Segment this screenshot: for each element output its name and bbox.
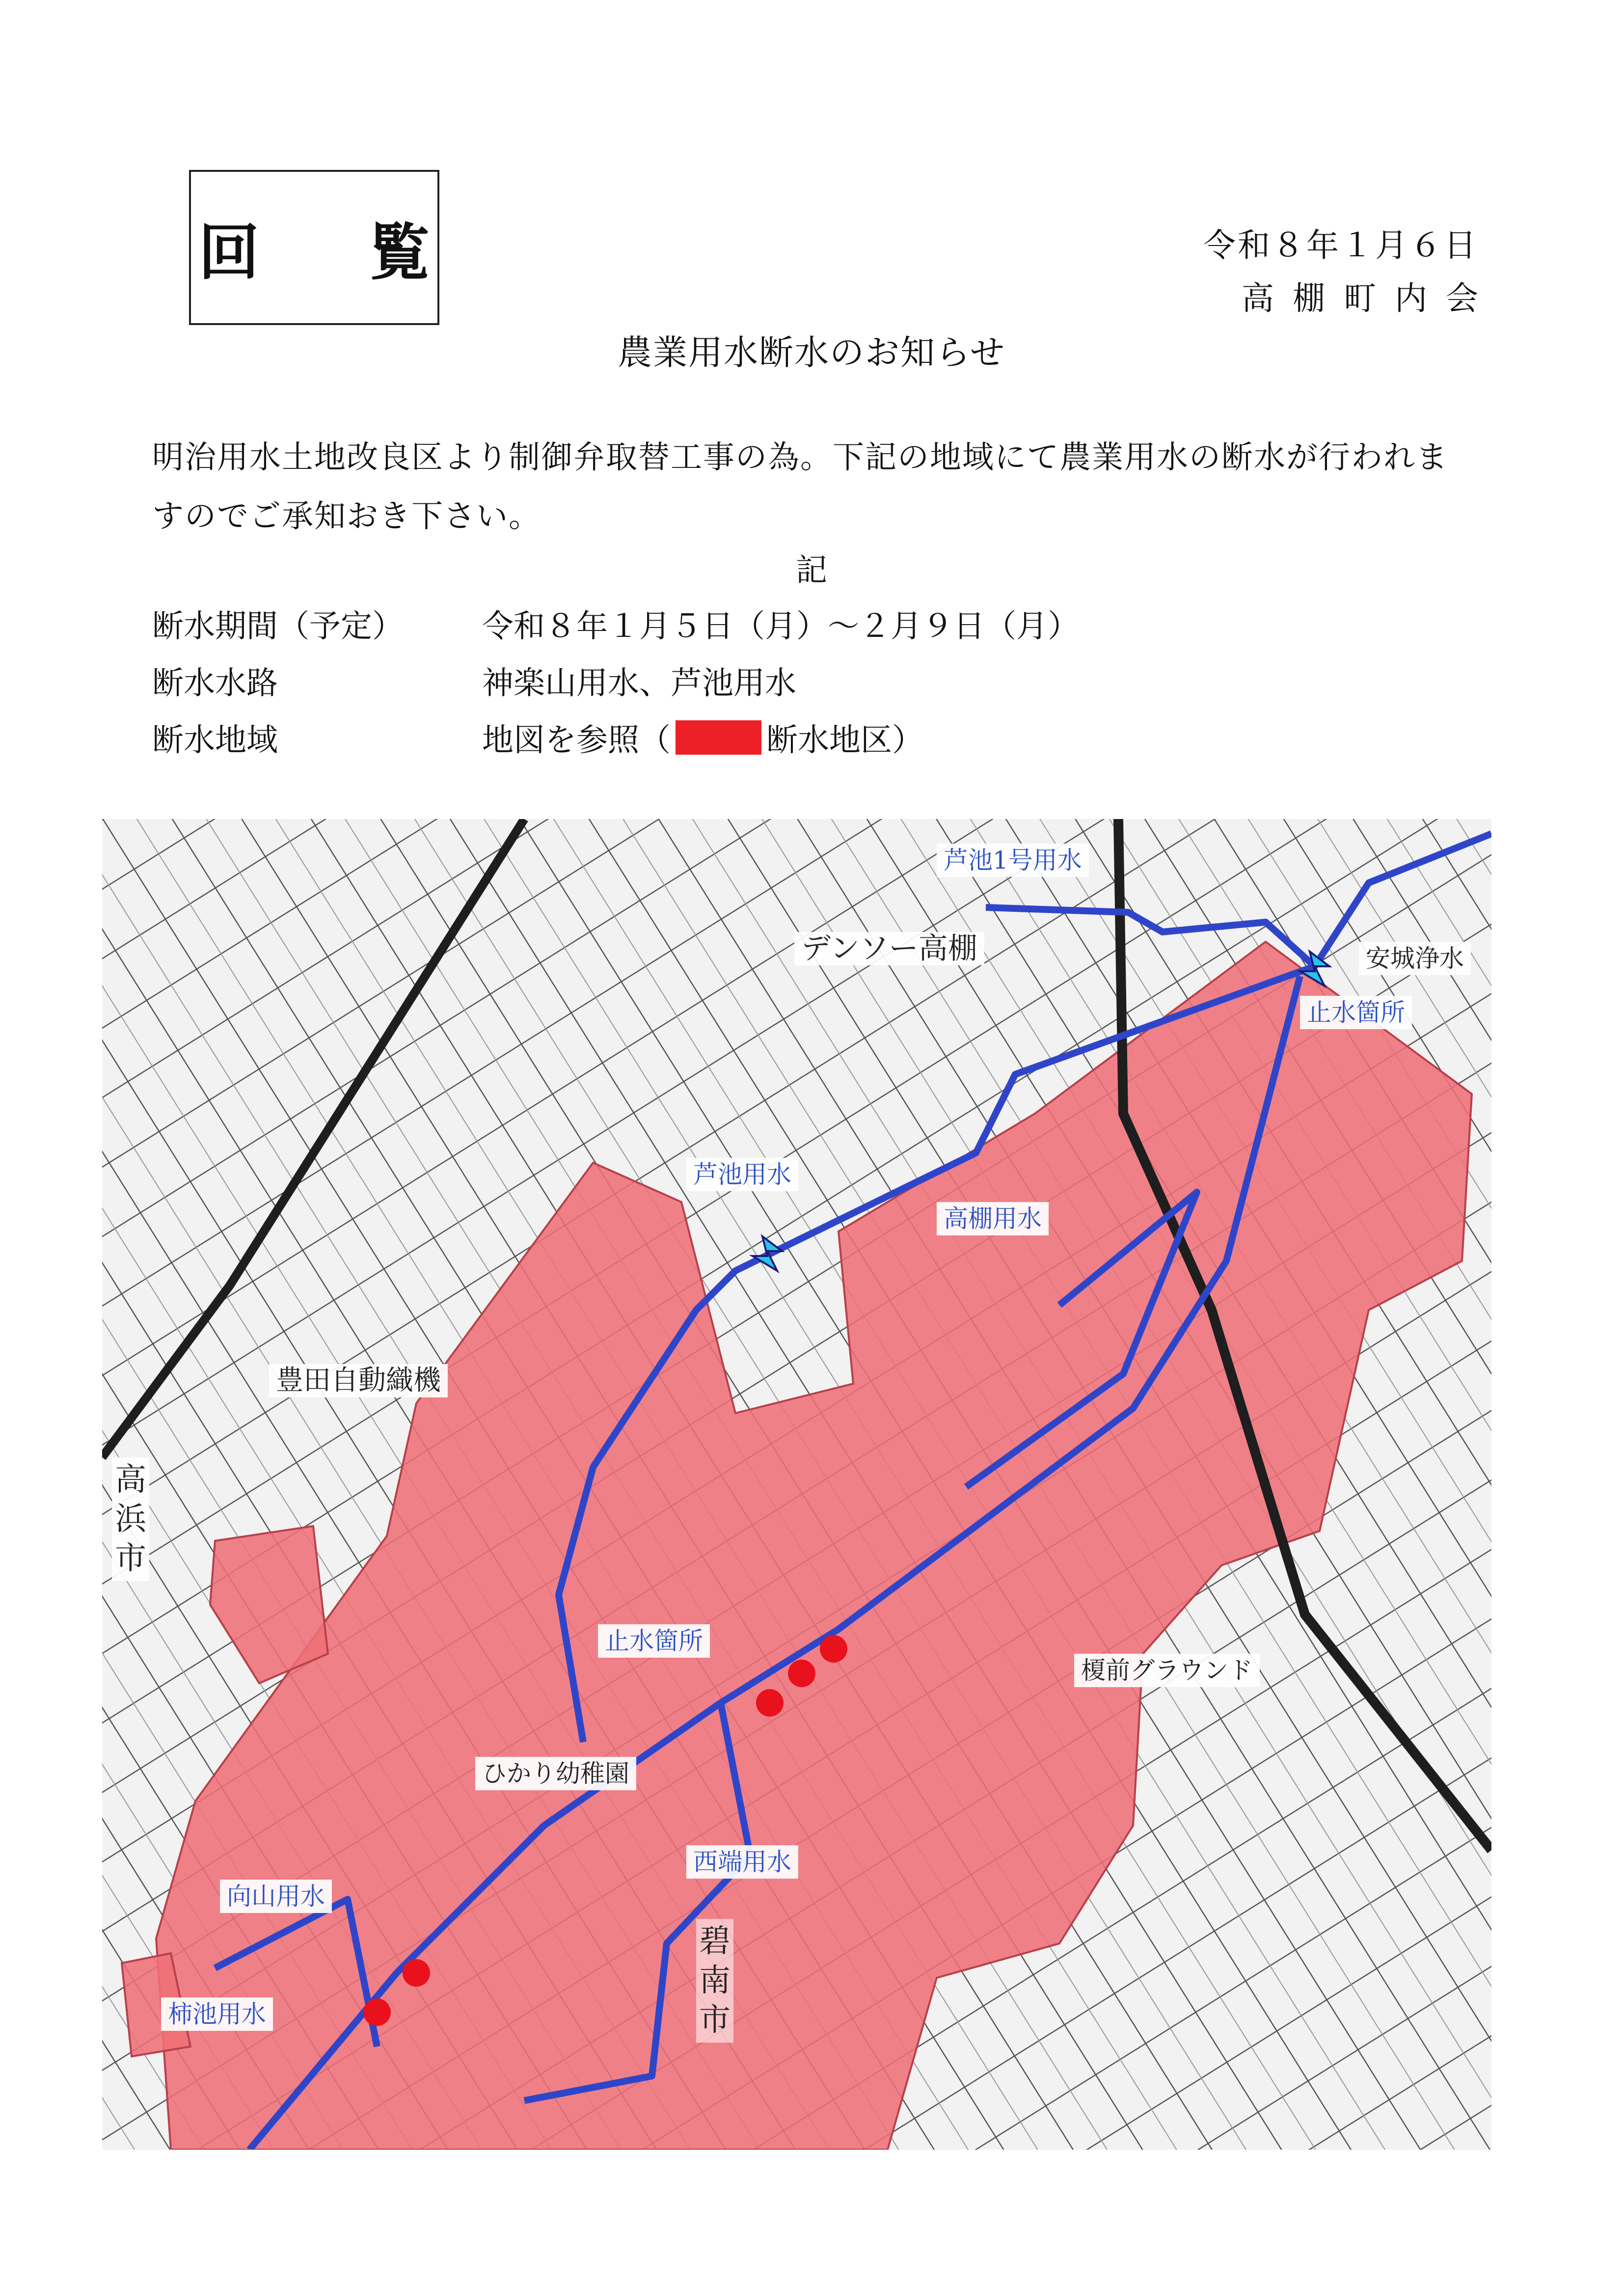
label-kakiike: 柿池用水 <box>161 1997 273 2031</box>
kairan-label: 回 覧 <box>198 217 474 288</box>
stop-point <box>756 1689 784 1717</box>
label-takahama: 高浜市 <box>112 1457 149 1581</box>
area-value-prefix: 地図を参照（ <box>482 722 671 759</box>
label-toyota: 豊田自動織機 <box>269 1364 448 1397</box>
label-ashiike1: 芦池1号用水 <box>937 844 1089 877</box>
label-enomae: 榎前グラウンド <box>1074 1654 1260 1687</box>
notice-date: 令和８年１月６日 <box>1203 226 1478 264</box>
label-hikari: ひかり幼稚園 <box>475 1757 636 1790</box>
label-mukaiyama: 向山用水 <box>220 1880 332 1913</box>
notice-paragraph: 明治用水土地改良区より制御弁取替工事の為。下記の地域にて農業用水の断水が行われますのでご承知おき下さい。 <box>152 439 1448 535</box>
area-legend-swatch <box>676 720 761 755</box>
channel-value: 神楽山用水、芦池用水 <box>482 665 796 702</box>
issuer-name: 高棚町内会 <box>1242 279 1497 317</box>
period-value: 令和８年１月５日（月）〜２月９日（月） <box>482 608 1079 645</box>
ki-marker: 記 <box>796 552 827 589</box>
stop-point <box>363 1998 391 2026</box>
notice-title: 農業用水断水のお知らせ <box>618 332 1005 373</box>
kairan-stamp-box <box>189 170 474 325</box>
area-label: 断水地域 <box>152 722 278 759</box>
stop-point <box>788 1660 815 1687</box>
area-value <box>482 715 923 760</box>
map-graphic <box>102 819 1491 2150</box>
period-label: 断水期間（予定） <box>152 608 404 645</box>
label-hekinan: 碧南市 <box>696 1919 733 2043</box>
channel-label: 断水水路 <box>152 665 278 702</box>
shutoff-area-map <box>102 819 1491 2150</box>
label-ashiike: 芦池用水 <box>686 1158 798 1191</box>
label-shisui-mid: 止水箇所 <box>598 1624 710 1658</box>
stop-point <box>820 1635 847 1663</box>
label-nishibata: 西端用水 <box>686 1845 798 1879</box>
label-shisui-top: 止水箇所 <box>1300 996 1412 1029</box>
label-anjo: 安城浄水 <box>1359 942 1471 975</box>
area-value-suffix: 断水地区） <box>766 722 923 759</box>
label-takatana: 高棚用水 <box>937 1202 1049 1235</box>
stop-point <box>403 1959 430 1987</box>
label-denso: デンソー高棚 <box>794 932 984 965</box>
